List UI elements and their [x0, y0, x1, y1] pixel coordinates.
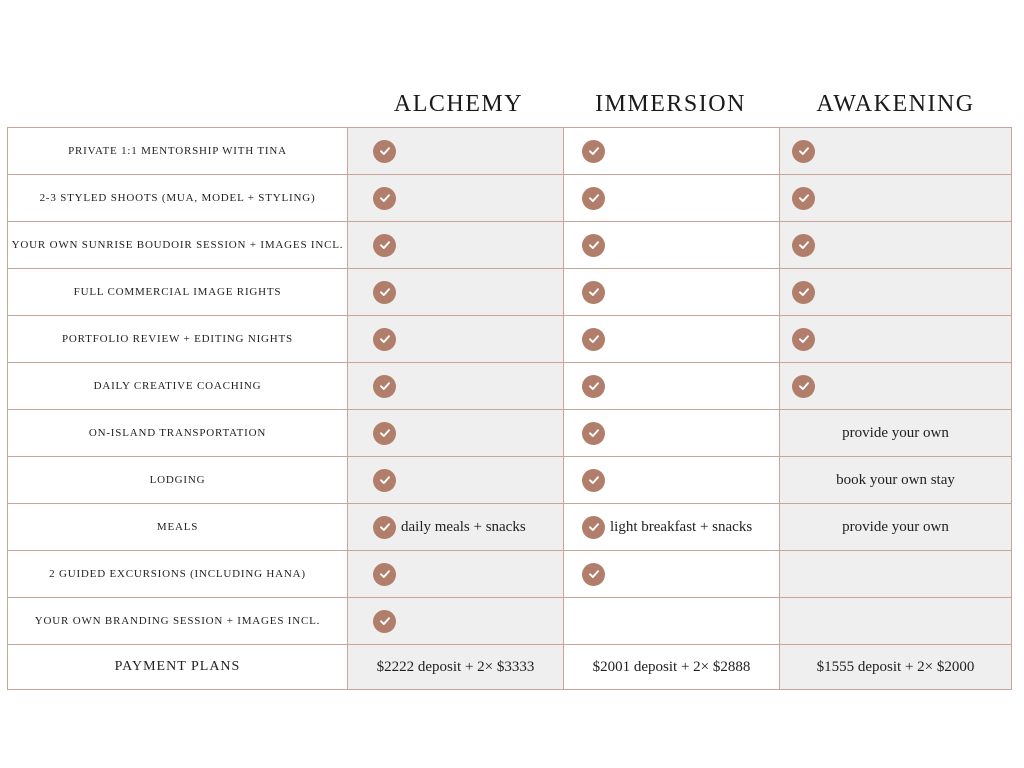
payment-row	[8, 645, 1012, 690]
alchemy-cell	[348, 410, 564, 457]
awakening-price-cell	[780, 645, 1012, 690]
plan-headers	[0, 84, 1024, 124]
cell-content	[564, 269, 779, 315]
plan-header-awakening: AWAKENING	[816, 91, 975, 117]
checkmark-icon	[373, 563, 396, 586]
table-row	[8, 269, 1012, 316]
cell-content	[564, 410, 779, 456]
checkmark-icon	[582, 375, 605, 398]
cell-note: provide your own	[842, 424, 949, 441]
alchemy-cell	[348, 222, 564, 269]
checkmark-icon	[792, 187, 815, 210]
alchemy-cell	[348, 504, 564, 551]
cell-content	[348, 269, 563, 315]
cell-content	[348, 175, 563, 221]
feature-label: MEALS	[8, 504, 348, 551]
cell-content	[348, 363, 563, 409]
checkmark-icon	[373, 375, 396, 398]
alchemy-price-cell	[348, 645, 564, 690]
cell-content	[780, 316, 1011, 362]
plan-header-alchemy: ALCHEMY	[393, 91, 524, 117]
checkmark-icon	[582, 234, 605, 257]
checkmark-icon	[582, 281, 605, 304]
feature-label: DAILY CREATIVE COACHING	[8, 363, 348, 410]
awakening-cell	[780, 598, 1012, 645]
immersion-price: $2001 deposit + 2× $2888	[592, 658, 751, 675]
cell-content	[564, 316, 779, 362]
checkmark-icon	[792, 375, 815, 398]
table-row	[8, 128, 1012, 175]
alchemy-cell	[348, 316, 564, 363]
checkmark-icon	[582, 469, 605, 492]
immersion-price-cell	[564, 645, 780, 690]
feature-label: LODGING	[8, 457, 348, 504]
checkmark-icon	[792, 140, 815, 163]
feature-label: YOUR OWN SUNRISE BOUDOIR SESSION + IMAGES INCL.	[8, 222, 348, 269]
cell-note: provide your own	[842, 518, 949, 535]
awakening-cell	[780, 551, 1012, 598]
table-row	[8, 363, 1012, 410]
feature-label: PORTFOLIO REVIEW + EDITING NIGHTS	[8, 316, 348, 363]
awakening-cell	[780, 316, 1012, 363]
cell-content	[564, 128, 779, 174]
awakening-cell	[780, 457, 1012, 504]
immersion-cell	[564, 363, 780, 410]
checkmark-icon	[373, 281, 396, 304]
alchemy-cell	[348, 551, 564, 598]
cell-content	[780, 222, 1011, 268]
immersion-cell	[564, 269, 780, 316]
awakening-cell	[780, 269, 1012, 316]
cell-content	[564, 363, 779, 409]
table-row	[8, 410, 1012, 457]
alchemy-cell	[348, 598, 564, 645]
checkmark-icon	[373, 234, 396, 257]
checkmark-icon	[373, 422, 396, 445]
feature-label: 2 GUIDED EXCURSIONS (INCLUDING HANA)	[8, 551, 348, 598]
cell-note: book your own stay	[836, 471, 955, 488]
cell-note: light breakfast + snacks	[610, 518, 753, 535]
immersion-cell	[564, 316, 780, 363]
immersion-cell	[564, 598, 780, 645]
cell-content	[564, 457, 779, 503]
feature-label: FULL COMMERCIAL IMAGE RIGHTS	[8, 269, 348, 316]
checkmark-icon	[373, 469, 396, 492]
cell-content	[564, 222, 779, 268]
feature-label: 2-3 STYLED SHOOTS (MUA, MODEL + STYLING)	[8, 175, 348, 222]
checkmark-icon	[792, 234, 815, 257]
cell-content	[348, 504, 563, 550]
feature-label: PRIVATE 1:1 MENTORSHIP WITH TINA	[8, 128, 348, 175]
alchemy-cell	[348, 457, 564, 504]
cell-content	[780, 175, 1011, 221]
checkmark-icon	[582, 563, 605, 586]
immersion-cell	[564, 128, 780, 175]
table-row	[8, 222, 1012, 269]
awakening-cell	[780, 128, 1012, 175]
alchemy-cell	[348, 269, 564, 316]
cell-content	[780, 363, 1011, 409]
immersion-cell	[564, 504, 780, 551]
cell-note: daily meals + snacks	[401, 518, 526, 535]
cell-content	[348, 316, 563, 362]
awakening-price: $1555 deposit + 2× $2000	[816, 658, 975, 675]
cell-content	[564, 175, 779, 221]
cell-content	[348, 551, 563, 597]
cell-content	[348, 410, 563, 456]
awakening-cell	[780, 410, 1012, 457]
checkmark-icon	[582, 140, 605, 163]
cell-content	[348, 598, 563, 644]
comparison-table	[7, 127, 1012, 690]
feature-label: YOUR OWN BRANDING SESSION + IMAGES INCL.	[8, 598, 348, 645]
cell-content	[348, 457, 563, 503]
plan-header-immersion: IMMERSION	[595, 91, 746, 117]
alchemy-price: $2222 deposit + 2× $3333	[376, 658, 535, 675]
cell-content	[780, 269, 1011, 315]
immersion-cell	[564, 457, 780, 504]
checkmark-icon	[373, 140, 396, 163]
awakening-cell	[780, 175, 1012, 222]
cell-content	[348, 128, 563, 174]
checkmark-icon	[373, 187, 396, 210]
cell-content	[780, 128, 1011, 174]
awakening-cell	[780, 363, 1012, 410]
alchemy-cell	[348, 363, 564, 410]
table-row	[8, 175, 1012, 222]
comparison-table-body	[8, 128, 1012, 690]
awakening-cell	[780, 222, 1012, 269]
table-row	[8, 316, 1012, 363]
immersion-cell	[564, 551, 780, 598]
immersion-cell	[564, 410, 780, 457]
checkmark-icon	[582, 422, 605, 445]
checkmark-icon	[792, 281, 815, 304]
awakening-cell	[780, 504, 1012, 551]
immersion-cell	[564, 222, 780, 269]
immersion-cell	[564, 175, 780, 222]
cell-content	[564, 504, 779, 550]
cell-content	[348, 222, 563, 268]
payment-label: PAYMENT PLANS	[8, 645, 348, 690]
feature-label: ON-ISLAND TRANSPORTATION	[8, 410, 348, 457]
checkmark-icon	[373, 328, 396, 351]
checkmark-icon	[373, 516, 396, 539]
checkmark-icon	[792, 328, 815, 351]
alchemy-cell	[348, 175, 564, 222]
alchemy-cell	[348, 128, 564, 175]
cell-content	[564, 551, 779, 597]
table-row	[8, 598, 1012, 645]
checkmark-icon	[582, 516, 605, 539]
checkmark-icon	[373, 610, 396, 633]
checkmark-icon	[582, 328, 605, 351]
table-row	[8, 504, 1012, 551]
table-row	[8, 551, 1012, 598]
table-row	[8, 457, 1012, 504]
checkmark-icon	[582, 187, 605, 210]
